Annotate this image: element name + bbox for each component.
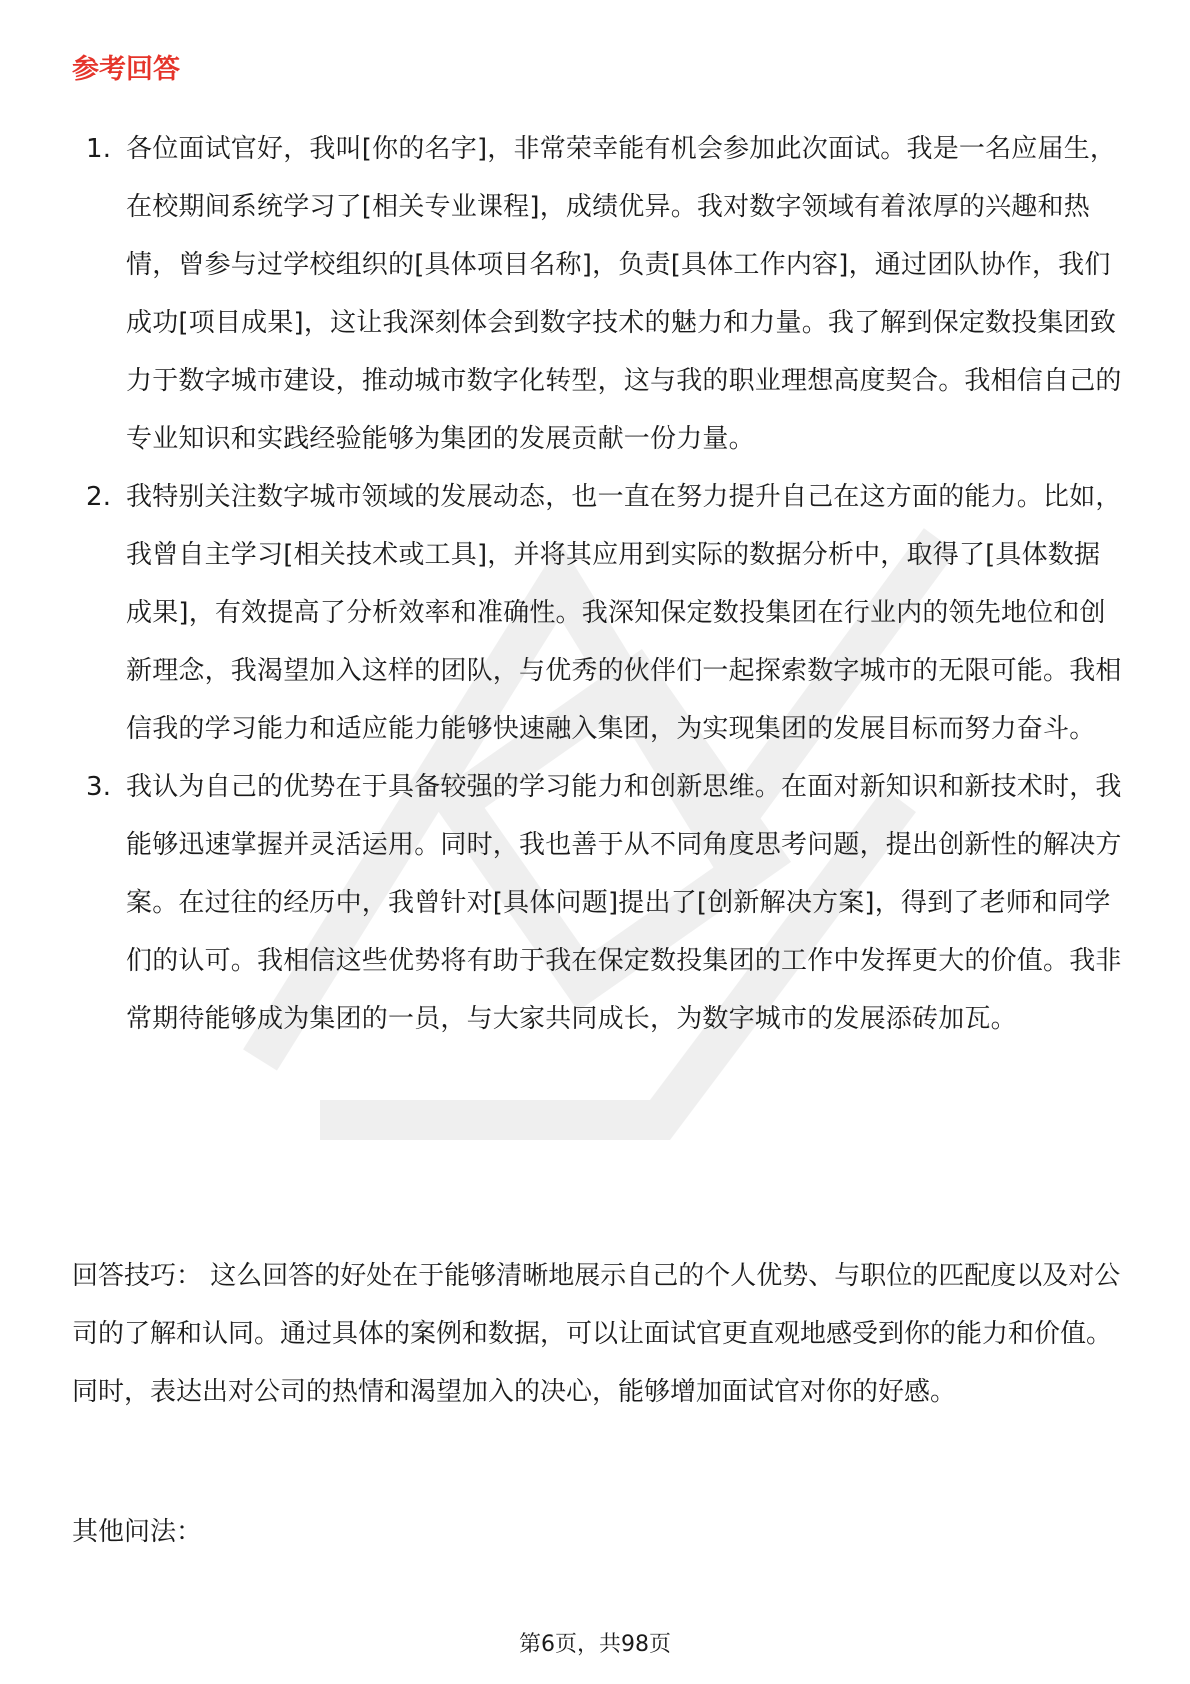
list-item xyxy=(72,120,1122,468)
list-item xyxy=(72,758,1122,1048)
answer-tips-paragraph: 回答技巧： 这么回答的好处在于能够清晰地展示自己的个人优势、与职位的匹配度以及对公司的了解和认同。通过具体的案例和数据，可以让面试官更直观地感受到你的能力和价值。同时，表达出对公司的热情和渴望加入的决心，能够增加面试官对你的好感。 xyxy=(72,1261,1121,1407)
list-item-number: 2. xyxy=(86,482,112,512)
list-item-text: 我特别关注数字城市领域的发展动态，也一直在努力提升自己在这方面的能力。比如，我曾自主学习[相关技术或工具]，并将其应用到实际的数据分析中，取得了[具体数据成果]，有效提高了分析效率和准确性。我深知保定数投集团在行业内的领先地位和创新理念，我渴望加入这样的团队，与优秀的伙伴们一起探索数字城市的无限可能。我相信我的学习能力和适应能力能够快速融入集团，为实现集团的发展目标而努力奋斗。 xyxy=(126,482,1122,744)
answer-list xyxy=(72,120,1122,1048)
list-item-number: 1. xyxy=(86,134,112,164)
list-item-text: 各位面试官好，我叫[你的名字]，非常荣幸能有机会参加此次面试。我是一名应届生，在校期间系统学习了[相关专业课程]，成绩优异。我对数字领域有着浓厚的兴趣和热情，曾参与过学校组织的[具体项目名称]，负责[具体工作内容]，通过团队协作，我们成功[项目成果]，这让我深刻体会到数字技术的魅力和力量。我了解到保定数投集团致力于数字城市建设，推动城市数字化转型，这与我的职业理想高度契合。我相信自己的专业知识和实践经验能够为集团的发展贡献一份力量。 xyxy=(126,134,1122,454)
section-title: 参考回答 xyxy=(72,54,180,85)
list-item-number: 3. xyxy=(86,772,112,802)
other-questions-label: 其他问法： xyxy=(72,1517,203,1547)
list-item-text: 我认为自己的优势在于具备较强的学习能力和创新思维。在面对新知识和新技术时，我能够迅速掌握并灵活运用。同时，我也善于从不同角度思考问题，提出创新性的解决方案。在过往的经历中，我曾针对[具体问题]提出了[创新解决方案]，得到了老师和同学们的认可。我相信这些优势将有助于我在保定数投集团的工作中发挥更大的价值。我非常期待能够成为集团的一员，与大家共同成长，为数字城市的发展添砖加瓦。 xyxy=(126,772,1122,1034)
list-item xyxy=(72,468,1122,758)
page-number-footer: 第6页，共98页 xyxy=(519,1632,671,1657)
